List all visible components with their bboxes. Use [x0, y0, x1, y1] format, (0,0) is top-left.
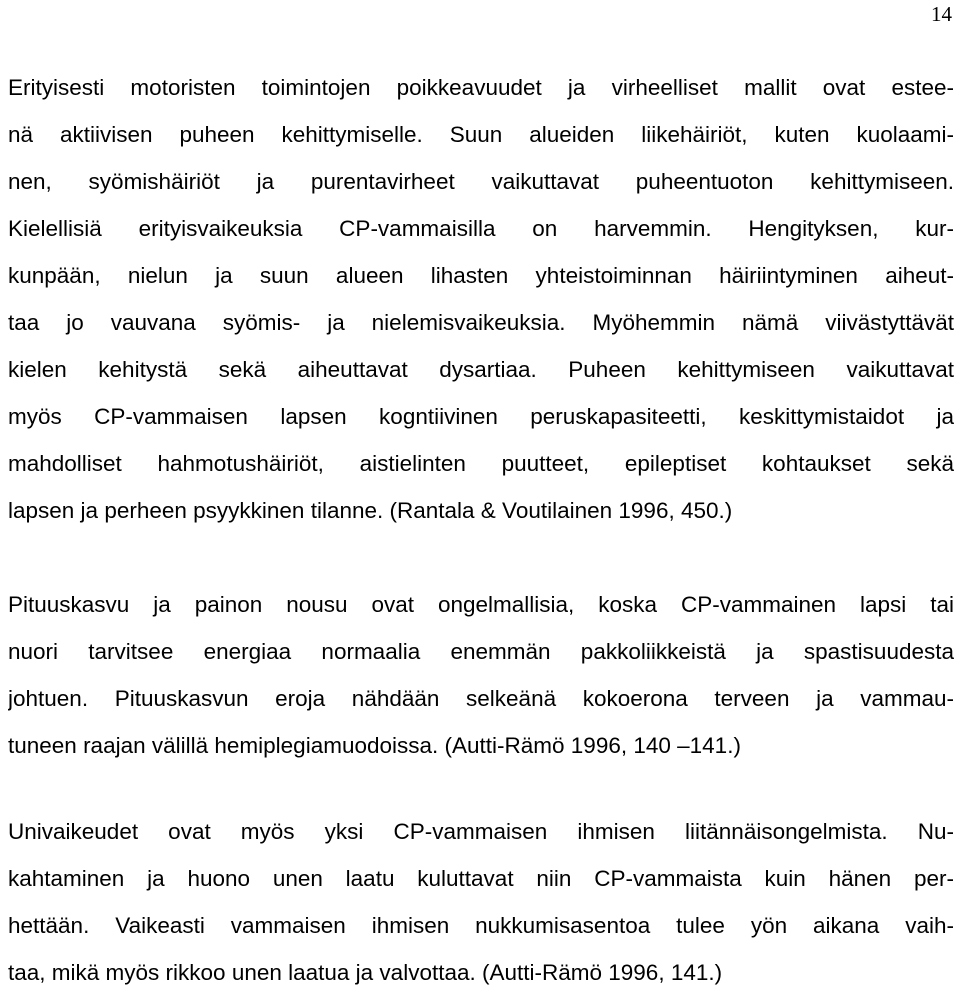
text-line: hettään. Vaikeasti vammaisen ihmisen nukkumisasentoa tulee yön aikana vaih- — [8, 913, 954, 938]
text-line: Kielellisiä erityisvaikeuksia CP-vammaisilla on harvemmin. Hengityksen, kur- — [8, 216, 954, 241]
text-line: kielen kehitystä sekä aiheuttavat dysartiaa. Puheen kehittymiseen vaikuttavat — [8, 357, 954, 382]
text-line: Univaikeudet ovat myös yksi CP-vammaisen ihmisen liitännäisongelmista. Nu- — [8, 819, 954, 844]
paragraph-growth — [8, 581, 954, 769]
text-line: tuneen raajan välillä hemiplegiamuodoissa. (Autti-Rämö 1996, 140 –141.) — [8, 733, 741, 758]
text-line: nuori tarvitsee energiaa normaalia enemmän pakkoliikkeistä ja spastisuudesta — [8, 639, 954, 664]
text-line: myös CP-vammaisen lapsen kogntiivinen peruskapasiteetti, keskittymistaidot ja — [8, 404, 954, 429]
paragraph-motor-speech — [8, 64, 954, 534]
text-line: kahtaminen ja huono unen laatu kuluttavat niin CP-vammaista kuin hänen per- — [8, 866, 954, 891]
text-line: nen, syömishäiriöt ja purentavirheet vaikuttavat puheentuoton kehittymiseen. — [8, 169, 954, 194]
text-line: lapsen ja perheen psyykkinen tilanne. (Rantala & Voutilainen 1996, 450.) — [8, 498, 733, 523]
text-line: Pituuskasvu ja painon nousu ovat ongelmallisia, koska CP-vammainen lapsi tai — [8, 592, 954, 617]
page-number: 14 — [931, 2, 952, 26]
text-line: kunpään, nielun ja suun alueen lihasten yhteistoiminnan häiriintyminen aiheut- — [8, 263, 954, 288]
paragraph-sleep — [8, 808, 954, 996]
text-line: taa jo vauvana syömis- ja nielemisvaikeuksia. Myöhemmin nämä viivästyttävät — [8, 310, 954, 335]
text-line: johtuen. Pituuskasvun eroja nähdään selkeänä kokoerona terveen ja vammau- — [8, 686, 954, 711]
text-line: nä aktiivisen puheen kehittymiselle. Suun alueiden liikehäiriöt, kuten kuolaami- — [8, 122, 954, 147]
text-line: Erityisesti motoristen toimintojen poikkeavuudet ja virheelliset mallit ovat estee- — [8, 75, 954, 100]
text-line: taa, mikä myös rikkoo unen laatua ja valvottaa. (Autti-Rämö 1996, 141.) — [8, 960, 723, 985]
text-line: mahdolliset hahmotushäiriöt, aistielinten puutteet, epileptiset kohtaukset sekä — [8, 451, 954, 476]
